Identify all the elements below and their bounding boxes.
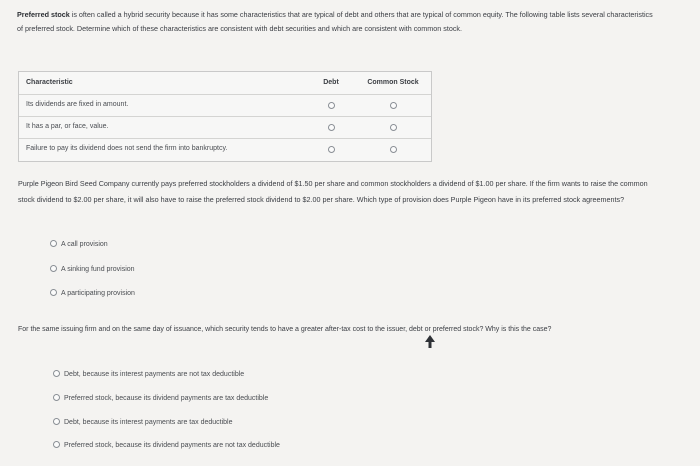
mouse-pointer-icon [425, 335, 435, 348]
radio-button-icon[interactable] [50, 289, 57, 296]
option-preferred-deductible[interactable] [53, 394, 268, 402]
characteristic-text: Its dividends are fixed in amount. [26, 101, 129, 108]
radio-button-icon[interactable] [53, 441, 60, 448]
option-label: A sinking fund provision [61, 266, 135, 273]
option-label: Preferred stock, because its dividend payments are not tax deductible [64, 442, 280, 449]
radio-button-icon[interactable] [53, 418, 60, 425]
option-debt-deductible[interactable] [53, 418, 232, 426]
table-row [19, 138, 431, 161]
row3-common-stock-radio[interactable] [390, 146, 397, 153]
option-debt-not-deductible[interactable] [53, 370, 244, 378]
characteristics-table [18, 71, 432, 162]
radio-button-icon[interactable] [53, 394, 60, 401]
option-call-provision[interactable] [50, 240, 108, 248]
intro-paragraph [17, 8, 657, 36]
option-participating-provision[interactable] [50, 289, 135, 297]
radio-button-icon[interactable] [53, 370, 60, 377]
intro-text: is often called a hybrid security because it has some characteristics that are typical of debt and others that are typical of common equity. The following table lists several characteristics of preferred stock. Determine which of these characteristics are consistent with debt securities and which are consistent with common stock. [17, 10, 653, 33]
option-label: Debt, because its interest payments are not tax deductible [64, 371, 245, 378]
row1-common-stock-radio[interactable] [390, 102, 397, 109]
option-sinking-fund-provision[interactable] [50, 265, 135, 273]
header-characteristic: Characteristic [26, 79, 73, 86]
radio-button-icon[interactable] [50, 265, 57, 272]
radio-button-icon[interactable] [50, 240, 57, 247]
characteristic-text: Failure to pay its dividend does not send the firm into bankruptcy. [26, 145, 228, 152]
intro-bold-lead: Preferred stock [17, 10, 70, 19]
option-label: A participating provision [61, 290, 135, 297]
row2-debt-radio[interactable] [328, 124, 335, 131]
option-label: Preferred stock, because its dividend payments are tax deductible [64, 395, 269, 402]
header-debt: Debt [323, 79, 339, 86]
header-common-stock: Common Stock [367, 79, 419, 86]
option-preferred-not-deductible[interactable] [53, 441, 280, 449]
table-row [19, 116, 431, 139]
question-2-text: Purple Pigeon Bird Seed Company currently pays preferred stockholders a dividend of $1.50 per share and common stockholders a dividend of $1.00 per share. If the firm wants to raise the common stock dividend to $2.00 per share, it will also have to raise the preferred stock dividend to $2.00 per share. Which type of provision does Purple Pigeon have in its preferred stock agreements? [18, 179, 648, 204]
characteristic-text: It has a par, or face, value. [26, 123, 109, 130]
row1-debt-radio[interactable] [328, 102, 335, 109]
table-header-row [19, 72, 431, 95]
question-3-text: For the same issuing firm and on the same day of issuance, which security tends to have a greater after-tax cost to the issuer, debt or preferred stock? Why is this the case? [18, 326, 552, 333]
option-label: A call provision [61, 241, 108, 248]
table-row [19, 94, 431, 117]
row2-common-stock-radio[interactable] [390, 124, 397, 131]
row3-debt-radio[interactable] [328, 146, 335, 153]
option-label: Debt, because its interest payments are tax deductible [64, 419, 233, 426]
